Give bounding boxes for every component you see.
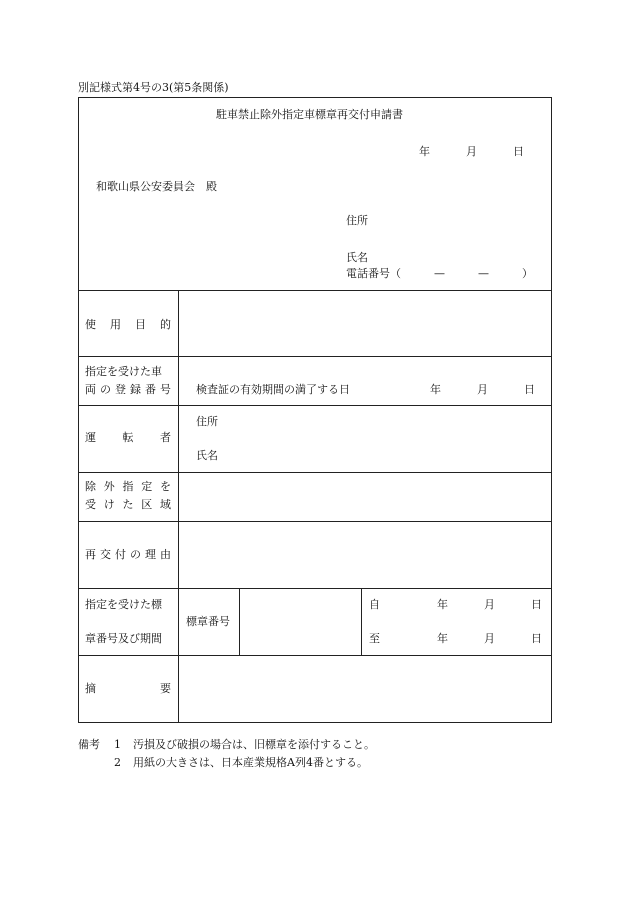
inspection-day-label: 日 — [524, 383, 535, 396]
inspection-year-label: 年 — [430, 383, 441, 396]
applicant-address-label: 住所 — [346, 214, 368, 227]
period-to-label: 至 — [369, 632, 380, 645]
row-divider — [78, 356, 552, 357]
period-from-label: 自 — [369, 598, 380, 611]
vehicle-label-line2: 両 の 登 録 番 号 — [85, 383, 171, 396]
note-number: 2 — [114, 756, 121, 769]
applicant-name-label: 氏名 — [346, 251, 368, 264]
remarks-label: 摘 要 — [85, 682, 171, 695]
form-title: 駐車禁止除外指定車標章再交付申請書 — [216, 108, 403, 121]
date-year-label: 年 — [419, 145, 430, 158]
area-label-line1: 除 外 指 定 を — [85, 480, 171, 493]
row-divider — [78, 588, 552, 589]
area-label-line2: 受 け た 区 域 — [85, 498, 171, 511]
purpose-label: 使 用 目 的 — [85, 318, 171, 331]
badge-label-line1: 指定を受けた標 — [85, 598, 162, 611]
applicant-phone-label: 電話番号（ — — ） — [346, 267, 533, 280]
inspection-month-label: 月 — [477, 383, 488, 396]
vehicle-label-line1: 指定を受けた車 — [85, 365, 162, 378]
driver-address-label: 住所 — [196, 415, 218, 428]
driver-name-label: 氏名 — [196, 449, 218, 462]
row-divider — [78, 521, 552, 522]
form-number: 別記様式第4号の3(第5条関係) — [78, 81, 229, 94]
period-to-month-label: 月 — [484, 632, 495, 645]
row-divider — [78, 290, 552, 291]
badge-label-line2: 章番号及び期間 — [85, 632, 162, 645]
badge-number-label: 標章番号 — [186, 615, 230, 628]
row-divider — [78, 472, 552, 473]
badge-period-divider — [361, 588, 362, 655]
period-from-day-label: 日 — [531, 598, 542, 611]
period-from-year-label: 年 — [437, 598, 448, 611]
label-column-divider — [178, 290, 179, 723]
note-text: 用紙の大きさは、日本産業規格A列4番とする。 — [133, 756, 368, 769]
reason-label: 再 交 付 の 理 由 — [85, 548, 171, 561]
inspection-expiry-label: 検査証の有効期間の満了する日 — [196, 383, 350, 396]
note-text: 汚損及び破損の場合は、旧標章を添付すること。 — [133, 738, 375, 751]
notes-prefix: 備考 — [78, 738, 100, 751]
date-day-label: 日 — [513, 145, 524, 158]
period-from-month-label: 月 — [484, 598, 495, 611]
addressee: 和歌山県公安委員会 殿 — [96, 180, 217, 193]
period-to-year-label: 年 — [437, 632, 448, 645]
note-number: 1 — [114, 738, 121, 751]
row-divider — [78, 405, 552, 406]
date-month-label: 月 — [466, 145, 477, 158]
period-to-day-label: 日 — [531, 632, 542, 645]
row-divider — [78, 655, 552, 656]
badge-number-divider — [239, 588, 240, 655]
driver-label: 運 転 者 — [85, 431, 171, 444]
